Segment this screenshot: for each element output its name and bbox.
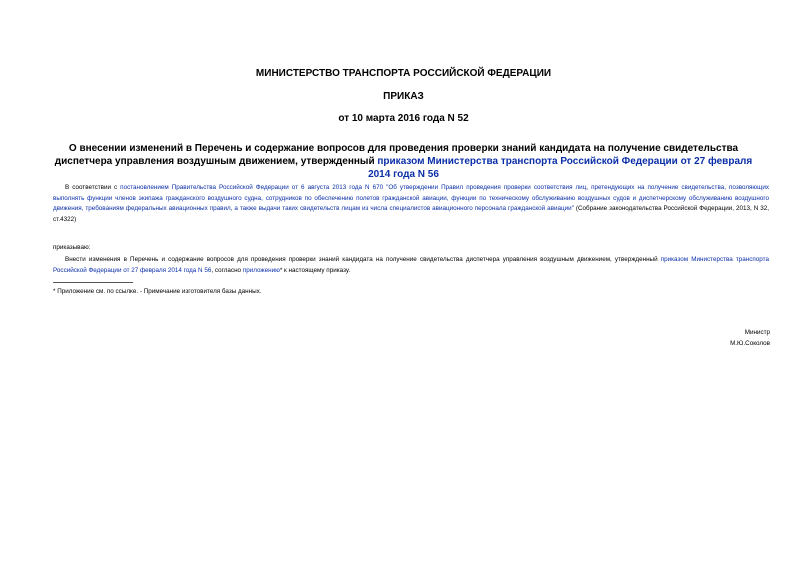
paragraph-order-word: приказываю:: [53, 244, 91, 251]
basis-tail: (Собрание законодательства Российской Федерации, 2013, N 32, ст.4322): [53, 205, 769, 223]
footnote-divider: [53, 282, 133, 283]
order-tail: * к настоящему приказу.: [279, 266, 351, 274]
date-number-heading: от 10 марта 2016 года N 52: [338, 113, 469, 124]
government-decree-link[interactable]: постановлением Правительства Российской Федерации от 6 августа 2013 года N 670 "Об утверждении Правил проведения проверки соответствия лиц, претендующих на получение свидетельства, позволяющих выполнять функции членов экипажа гражданского воздушного судна, сотрудников по обеспечению полетов гражданской авиации, функции по техническому обслуживанию воздушных судов и диспетчерскому обслуживанию воздушного движения, требованиям федеральных авиационных правил, а также выдачи таких свидетельств лицам из числа специалистов авиационного персонала гражданской авиации": [53, 184, 770, 213]
ministry-heading: МИНИСТЕРСТВО ТРАНСПОРТА РОССИЙСКОЙ ФЕДЕРАЦИИ: [255, 68, 552, 79]
basis-lead: В соответствии с: [65, 184, 121, 191]
order-lead: Внести изменения в Перечень и содержание вопросов для проведения проверки знаний кандидата на получение свидетельства диспетчера управления воздушным движением, утвержденный: [65, 256, 661, 263]
title-text: О внесении изменений в Перечень и содержание вопросов для проведения проверки знаний кандидата на получение свидетельства диспетчера управления воздушным движением, утвержденный: [54, 143, 739, 167]
appendix-link[interactable]: приложению: [242, 266, 280, 274]
ministry-order-link[interactable]: приказом Министерства транспорта Российской Федерации от 27 февраля 2014 года N 56: [53, 256, 769, 274]
paragraph-basis: [53, 183, 769, 225]
paragraph-order: [53, 255, 769, 276]
footnote: * Приложение см. по ссылке. - Примечание изготовителя базы данных.: [53, 288, 262, 295]
doc-type-heading: ПРИКАЗ: [383, 91, 424, 102]
signature-name: М.Ю.Соколов: [730, 340, 770, 347]
signature-position: Министр: [744, 329, 770, 336]
order-mid: , согласно: [211, 266, 243, 274]
title-order-link[interactable]: приказом Министерства транспорта Российской Федерации от 27 февраля 2014 года N 56: [368, 156, 753, 180]
document-title: [50, 142, 757, 181]
